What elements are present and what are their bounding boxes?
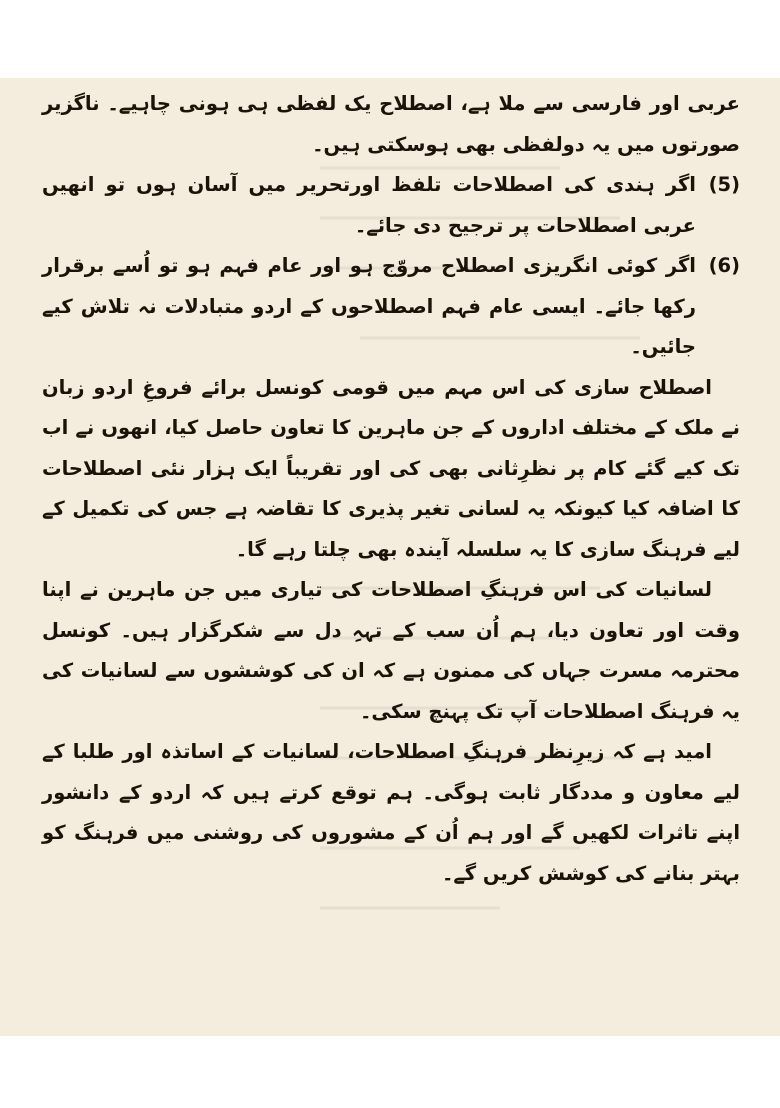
list-item-6	[42, 246, 740, 368]
list-item-number: (5)	[708, 173, 740, 196]
document-page	[0, 78, 780, 1036]
list-item-text: اگر ہندی کی اصطلاحات تلفظ اورتحریر میں آسان ہوں تو انھیں عربی اصطلاحات پر ترجیح دی جائے۔	[42, 173, 696, 237]
list-item-text: اگر کوئی انگریزی اصطلاح مروّج ہو اور عام فہم ہو تو اُسے برقرار رکھا جائے۔ ایسی عام فہم اصطلاحوں کے اردو متبادلات نہ تلاش کیے جائیں۔	[42, 254, 696, 358]
list-item-number: (6)	[708, 254, 740, 277]
paragraph-closing: امید ہے کہ زیرِنظر فرہنگِ اصطلاحات، لسانیات کے اساتذہ اور طلبا کے لیے معاون و مددگار ثابت ہوگی۔ ہم توقع کرتے ہیں کہ اردو کے دانشور اپنے تاثرات لکھیں گے اور ہم اُن کے مشوروں کی روشنی میں فرہنگ کو بہتر بنانے کی کوشش کریں گے۔	[42, 740, 740, 885]
article-text	[42, 84, 740, 894]
list-item-5	[42, 165, 740, 246]
paragraph-terminology-effort: اصطلاح سازی کی اس مہم میں قومی کونسل برائے فروغِ اردو زبان نے ملک کے مختلف اداروں کے جن ماہرین کا تعاون حاصل کیا، انھوں نے اب تک کیے گئے کام پر نظرِثانی بھی کی اور تقریباً ایک ہزار نئی اصطلاحات کا اضافہ کیا کیونکہ یہ لسانی تغیر پذیری کا تقاضہ ہے جس کی تکمیل کے لیے فرہنگ سازی کا یہ سلسلہ آیندہ بھی چلتا رہے گا۔	[42, 375, 740, 561]
paragraph-acknowledgement: لسانیات کی اس فرہنگِ اصطلاحات کی تیاری میں جن ماہرین نے اپنا وقت اور تعاون دیا، ہم اُن سب کے تہہِ دل سے شکرگزار ہیں۔ کونسل محترمہ مسرت جہاں کی ممنون ہے کہ ان کی کوششوں سے لسانیات کی یہ فرہنگ اصطلاحات آپ تک پہنچ سکی۔	[42, 578, 740, 723]
paragraph-intro: عربی اور فارسی سے ملا ہے، اصطلاح یک لفظی ہی ہونی چاہیے۔ ناگزیر صورتوں میں یہ دولفظی بھی ہوسکتی ہیں۔	[42, 92, 740, 156]
